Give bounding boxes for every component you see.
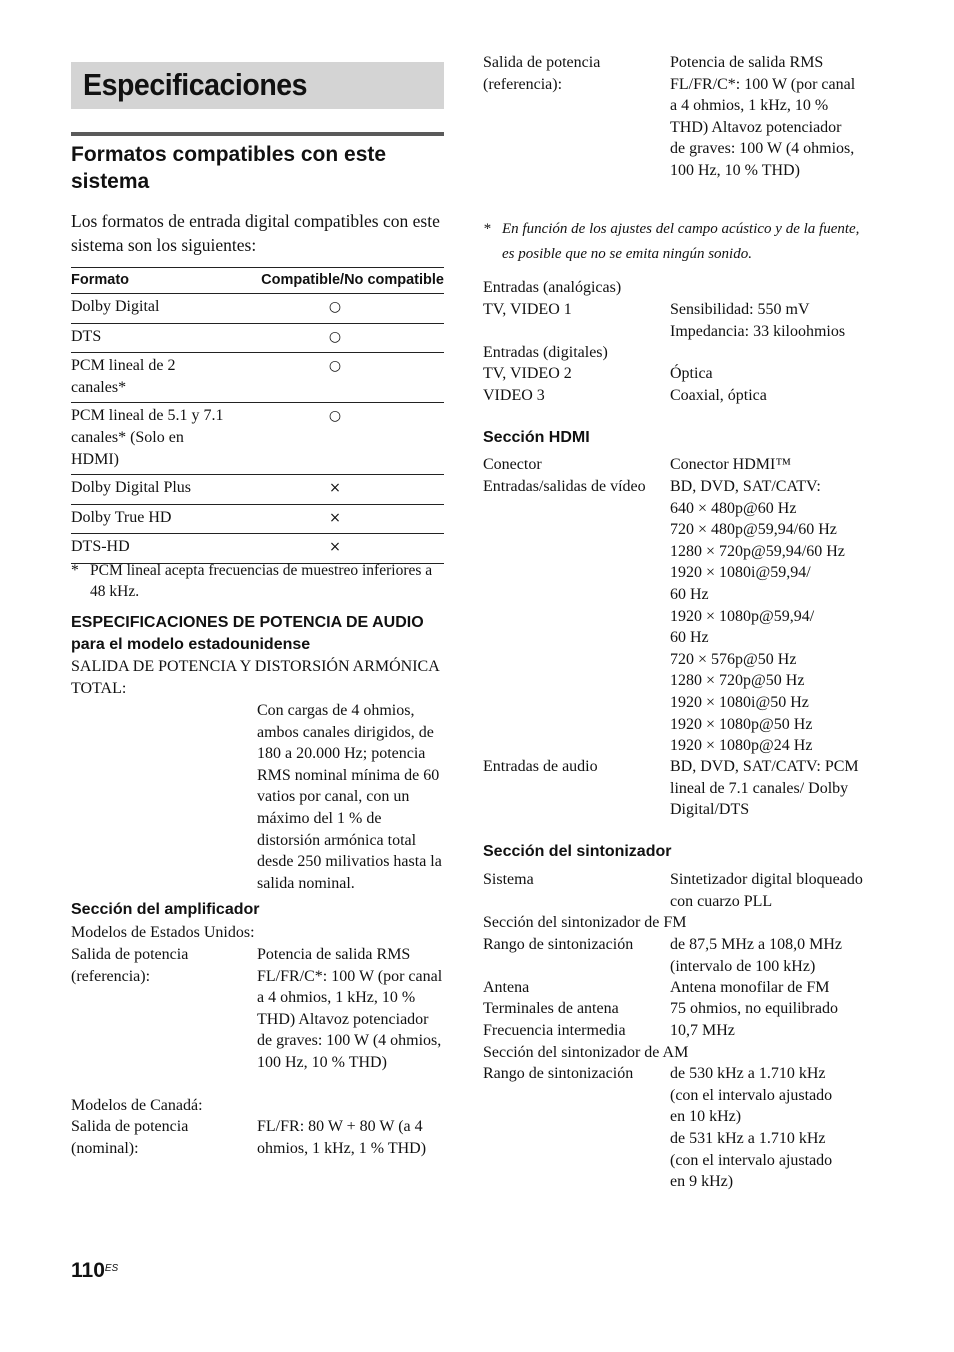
page-number-suffix: ES xyxy=(104,1263,119,1274)
footnote-text: PCM lineal acepta frecuencias de muestreo inferiores a 48 kHz. xyxy=(90,562,433,600)
antenna-terminals-value: 75 ohmios, no equilibrado xyxy=(670,1000,838,1017)
tuner-system-value: Sintetizador digital bloqueado con cuarzo PLL xyxy=(670,871,863,910)
antenna-label: Antena xyxy=(483,979,530,996)
am-range-value-1: de 530 kHz a 1.710 kHz (con el intervalo ajustado en 10 kHz) xyxy=(670,1065,833,1126)
cross-icon: × xyxy=(329,509,341,526)
hdmi-video-line: 1920 × 1080p@59,94/ xyxy=(670,607,815,625)
format-cell: DTS-HD xyxy=(71,534,226,564)
format-cell: Dolby Digital Plus xyxy=(71,475,226,505)
if-value: 10,7 MHz xyxy=(670,1022,735,1039)
note-star: * xyxy=(483,221,491,237)
hdmi-video-line: 720 × 576p@50 Hz xyxy=(670,650,797,668)
hdmi-video-line: 60 Hz xyxy=(670,629,709,647)
analog-value: Sensibilidad: 550 mV Impedancia: 33 kiloohmios xyxy=(670,301,846,340)
hdmi-video-line: 640 × 480p@60 Hz xyxy=(670,499,797,517)
hdmi-video-label: Entradas/salidas de vídeo xyxy=(483,478,646,495)
hdmi-audio-value: BD, DVD, SAT/CATV: PCM lineal de 7.1 canales/ Dolby Digital/DTS xyxy=(670,758,859,819)
format-cell: Dolby Digital xyxy=(71,294,226,324)
digital-port: VIDEO 3 xyxy=(483,387,545,404)
section-rule xyxy=(71,132,444,136)
table-row xyxy=(71,534,444,564)
digital-value: Coaxial, óptica xyxy=(670,387,767,404)
analog-inputs-label: Entradas (analógicas) xyxy=(483,279,622,296)
pcm-footnote xyxy=(71,560,444,602)
ref-output-value: Potencia de salida RMS FL/FR/C*: 100 W (por canal a 4 ohmios, 1 kHz, 10 % THD) Altavoz potenciador de graves: 100 W (4 ohmios, 100 Hz, 10 % THD) xyxy=(670,54,856,179)
note-text: En función de los ajustes del campo acústico y de la fuente, es posible que no se emita ningún sonido. xyxy=(502,221,860,262)
circle-icon: ○ xyxy=(328,358,342,375)
ref-output-label: Salida de potencia (referencia): xyxy=(483,54,601,93)
antenna-terminals-label: Terminales de antena xyxy=(483,1000,619,1017)
table-header-format: Formato xyxy=(71,268,226,294)
canada-output-value: FL/FR: 80 W + 80 W (a 4 ohmios, 1 kHz, 1 % THD) xyxy=(257,1118,427,1157)
hdmi-video-line: 1280 × 720p@59,94/60 Hz xyxy=(670,542,845,560)
am-range-label: Rango de sintonización xyxy=(483,1065,634,1082)
us-output-value: Potencia de salida RMS FL/FR/C*: 100 W (por canal a 4 ohmios, 1 kHz, 10 % THD) Altavoz potenciador de graves: 100 W (4 ohmios, 100 Hz, 10 % THD) xyxy=(257,946,443,1071)
tuner-heading: Sección del sintonizador xyxy=(483,843,672,860)
format-cell: DTS xyxy=(71,323,226,353)
circle-icon: ○ xyxy=(328,328,342,345)
digital-inputs-label: Entradas (digitales) xyxy=(483,344,608,361)
fm-range-value: de 87,5 MHz a 108,0 MHz (intervalo de 100 kHz) xyxy=(670,936,842,975)
page-number xyxy=(71,1258,118,1284)
hdmi-connector-label: Conector xyxy=(483,456,542,473)
hdmi-connector-value: Conector HDMI™ xyxy=(670,456,791,473)
fm-section-label: Sección del sintonizador de FM xyxy=(483,914,687,931)
power-spec-label: SALIDA DE POTENCIA Y DISTORSIÓN ARMÓNICA TOTAL: xyxy=(71,658,439,697)
hdmi-video-line: 1920 × 1080p@50 Hz xyxy=(670,715,813,733)
format-cell: PCM lineal de 2 canales* xyxy=(71,353,226,403)
circle-icon: ○ xyxy=(328,299,342,315)
canada-models-label: Modelos de Canadá: xyxy=(71,1097,203,1114)
digital-port: TV, VIDEO 2 xyxy=(483,365,572,382)
hdmi-video-line: 60 Hz xyxy=(670,585,709,603)
hdmi-video-line: 1920 × 1080i@50 Hz xyxy=(670,693,809,711)
am-section-label: Sección del sintonizador de AM xyxy=(483,1044,689,1061)
tuner-system-label: Sistema xyxy=(483,871,534,888)
hdmi-video-line: 720 × 480p@59,94/60 Hz xyxy=(670,521,837,539)
hdmi-video-line: 1920 × 1080i@59,94/ xyxy=(670,564,811,582)
table-row xyxy=(71,403,444,475)
table-row xyxy=(71,323,444,353)
intro-paragraph: Los formatos de entrada digital compatibles con este sistema son los siguientes: xyxy=(71,211,440,255)
section-heading: Formatos compatibles con este sistema xyxy=(71,143,387,193)
fm-range-label: Rango de sintonización xyxy=(483,936,634,953)
amplifier-heading: Sección del amplificador xyxy=(71,901,260,918)
hdmi-video-line: 1920 × 1080p@24 Hz xyxy=(670,737,813,755)
hdmi-audio-label: Entradas de audio xyxy=(483,758,598,775)
cross-icon: × xyxy=(329,539,341,556)
table-row xyxy=(71,504,444,534)
if-label: Frecuencia intermedia xyxy=(483,1022,626,1039)
format-cell: PCM lineal de 5.1 y 7.1 canales* (Solo en HDMI) xyxy=(71,403,226,475)
us-output-label: Salida de potencia (referencia): xyxy=(71,946,189,985)
sound-field-note xyxy=(483,217,863,267)
hdmi-video-list xyxy=(670,476,865,757)
power-spec-text: Con cargas de 4 ohmios, ambos canales dirigidos, de 180 a 20.000 Hz; potencia RMS nominal mínima de 60 vatios por canal, con un máximo del 1 % de distorsión armónica total desde 250 milivatios hasta la salida nominal. xyxy=(257,702,442,892)
page-title: Especificaciones xyxy=(83,67,308,102)
table-row xyxy=(71,294,444,324)
hdmi-video-line: BD, DVD, SAT/CATV: xyxy=(670,478,821,495)
footnote-star: * xyxy=(71,562,79,579)
format-table xyxy=(71,267,444,564)
antenna-value: Antena monofilar de FM xyxy=(670,979,830,996)
power-spec-heading: ESPECIFICACIONES DE POTENCIA DE AUDIO para el modelo estadounidense xyxy=(71,614,424,653)
us-models-label: Modelos de Estados Unidos: xyxy=(71,924,255,941)
cross-icon: × xyxy=(329,480,341,497)
table-row xyxy=(71,353,444,403)
canada-output-label: Salida de potencia (nominal): xyxy=(71,1118,189,1157)
format-cell: Dolby True HD xyxy=(71,504,226,534)
page-number-value: 110 xyxy=(71,1259,105,1282)
hdmi-heading: Sección HDMI xyxy=(483,429,590,446)
am-range-value-2: de 531 kHz a 1.710 kHz (con el intervalo ajustado en 9 kHz) xyxy=(670,1130,833,1191)
circle-icon: ○ xyxy=(328,408,342,425)
digital-value: Óptica xyxy=(670,365,713,382)
title-banner xyxy=(71,62,444,109)
analog-ports: TV, VIDEO 1 xyxy=(483,301,572,318)
table-header-compat: Compatible/No compatible xyxy=(226,268,444,294)
hdmi-video-line: 1280 × 720p@50 Hz xyxy=(670,672,805,690)
table-header-row xyxy=(71,268,444,294)
table-row xyxy=(71,475,444,505)
